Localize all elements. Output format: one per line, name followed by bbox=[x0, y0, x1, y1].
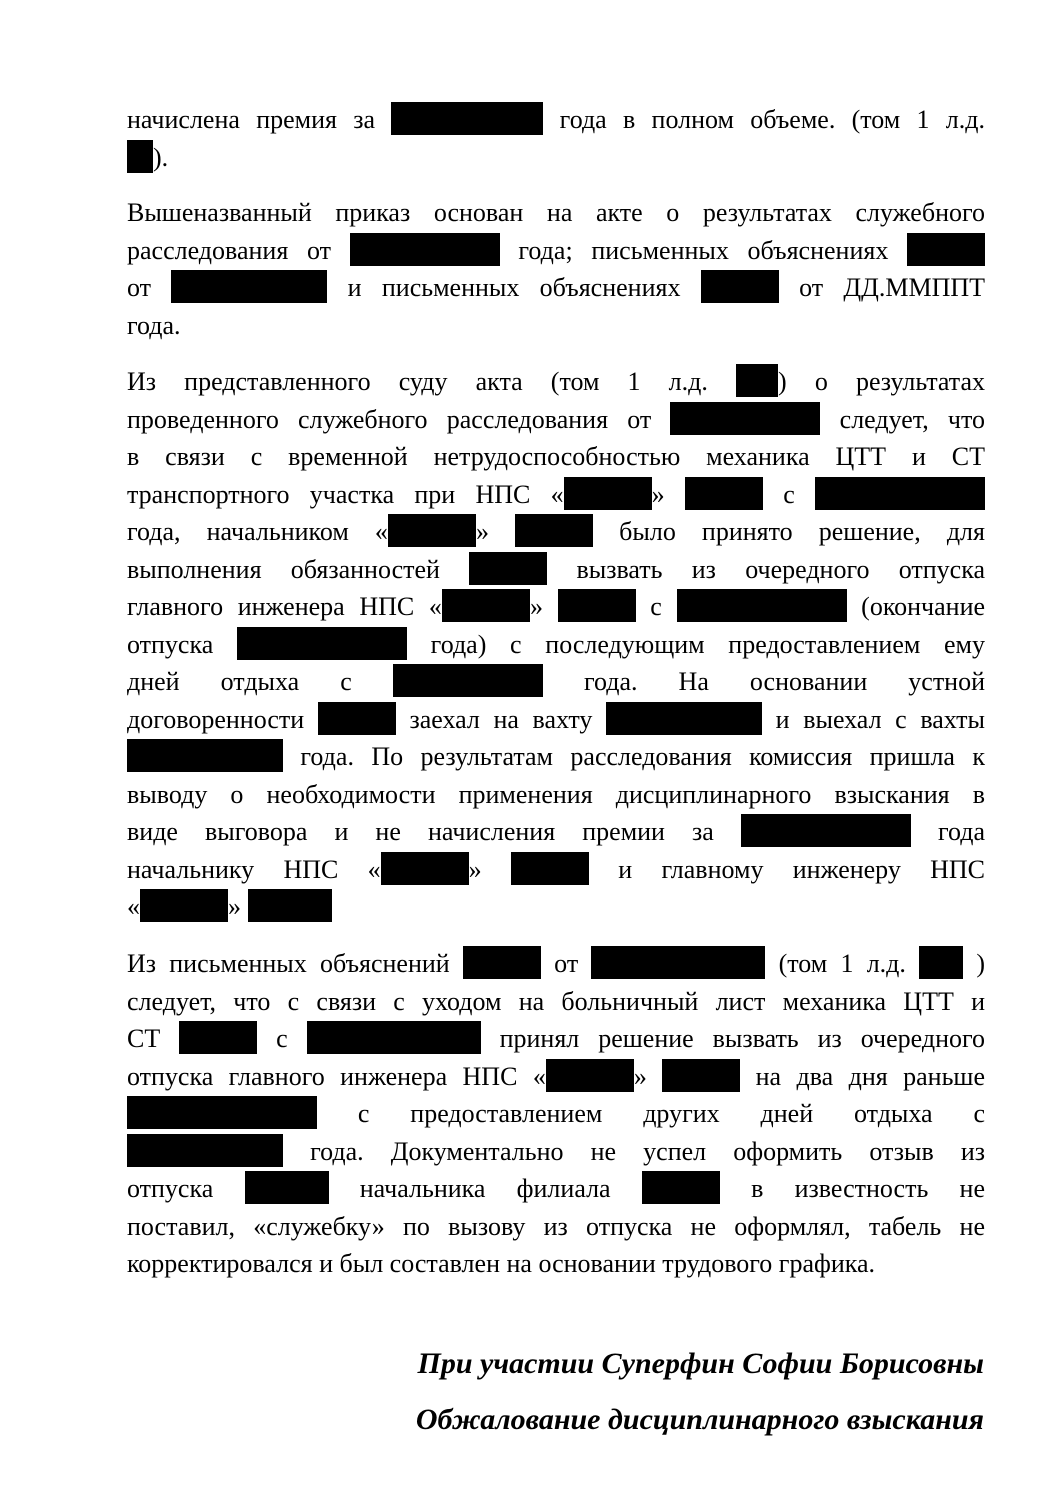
text-line bbox=[127, 588, 985, 626]
text: » bbox=[468, 854, 482, 884]
redaction bbox=[127, 739, 283, 772]
text-line bbox=[127, 551, 985, 589]
text-line bbox=[127, 888, 985, 926]
text: и письменных объяснениях bbox=[347, 273, 681, 302]
text: от bbox=[127, 273, 152, 302]
text-line bbox=[127, 476, 985, 514]
text: поставил, «служебку» по вызову из отпуска не оформлял, табель не bbox=[127, 1211, 985, 1241]
redaction bbox=[381, 852, 469, 885]
text-line bbox=[127, 1058, 985, 1096]
redaction bbox=[388, 514, 476, 547]
text-line bbox=[127, 101, 985, 139]
text-line bbox=[127, 232, 985, 270]
text: » bbox=[228, 892, 241, 921]
text: » bbox=[633, 1061, 647, 1091]
text: (окончание bbox=[861, 592, 986, 621]
text: года; письменных объяснениях bbox=[518, 235, 889, 265]
redaction bbox=[642, 1171, 720, 1204]
text-line bbox=[127, 401, 985, 439]
text-line bbox=[127, 626, 985, 664]
text: было принято решение, для bbox=[619, 517, 985, 546]
text: заехал на вахту bbox=[409, 704, 593, 734]
text-line bbox=[127, 813, 985, 851]
text-line bbox=[127, 1020, 985, 1058]
redaction bbox=[127, 1134, 283, 1167]
text-line bbox=[127, 1170, 985, 1208]
text: года. Документально не успел оформить отзыв из bbox=[310, 1136, 986, 1166]
redaction bbox=[179, 1021, 257, 1054]
text: следует, что с связи с уходом на больничный лист механика ЦТТ и bbox=[127, 986, 985, 1016]
text: отпуска bbox=[127, 1174, 214, 1203]
text: с предоставлением других дней отдыха с bbox=[357, 1099, 986, 1128]
redaction bbox=[391, 102, 543, 135]
text-line bbox=[127, 438, 985, 476]
text-line bbox=[127, 1245, 985, 1283]
redaction bbox=[442, 589, 530, 622]
text-line bbox=[127, 307, 985, 345]
redaction bbox=[546, 1059, 634, 1092]
redaction bbox=[606, 702, 762, 735]
text: выполнения обязанностей bbox=[127, 554, 440, 584]
text-line bbox=[127, 1095, 985, 1133]
redaction bbox=[662, 1059, 740, 1092]
redaction bbox=[919, 946, 963, 979]
text: года. По результатам расследования комиссия пришла к bbox=[300, 742, 986, 771]
paragraph-3 bbox=[127, 363, 985, 926]
text: на два дня раньше bbox=[755, 1061, 985, 1091]
redaction bbox=[907, 233, 985, 266]
text: отпуска главного инженера НПС « bbox=[127, 1061, 546, 1091]
paragraph-2 bbox=[127, 194, 985, 344]
text: корректировался и был составлен на основании трудового графика. bbox=[127, 1249, 876, 1278]
text: » bbox=[475, 517, 489, 546]
text: (том 1 л.д. bbox=[778, 949, 906, 978]
redaction bbox=[248, 889, 332, 922]
text: начальнику НПС « bbox=[127, 854, 381, 884]
text: проведенного служебного расследования от bbox=[127, 404, 652, 434]
text: принял решение вызвать из очередного bbox=[499, 1024, 986, 1053]
text: с bbox=[783, 479, 795, 509]
text: следует, что bbox=[839, 404, 985, 434]
redaction bbox=[558, 589, 636, 622]
text: ). bbox=[153, 142, 169, 172]
paragraph-4 bbox=[127, 945, 985, 1283]
text: транспортного участка при НПС « bbox=[127, 479, 564, 509]
text: договоренности bbox=[127, 704, 305, 734]
redaction bbox=[741, 814, 911, 847]
redaction bbox=[171, 270, 327, 303]
text-line bbox=[127, 1208, 985, 1246]
text: » bbox=[651, 479, 665, 509]
participant-line: При участии Суперфин Софии Борисовны bbox=[417, 1347, 984, 1380]
redaction bbox=[307, 1021, 481, 1054]
text: года) с последующим предоставлением ему bbox=[430, 629, 986, 659]
text-line bbox=[127, 363, 985, 401]
redaction bbox=[237, 627, 407, 660]
redaction bbox=[591, 946, 765, 979]
redaction bbox=[736, 364, 778, 397]
redaction bbox=[670, 402, 820, 435]
text: ) bbox=[976, 949, 986, 978]
text: от ДД.ММППТ bbox=[799, 273, 986, 302]
text: с bbox=[650, 592, 662, 621]
text: » bbox=[529, 592, 543, 621]
text-line bbox=[127, 269, 985, 307]
text: ) о результатах bbox=[778, 367, 985, 396]
text: Вышеназванный приказ основан на акте о результатах служебного bbox=[127, 198, 985, 227]
text-line bbox=[127, 983, 985, 1021]
text-line bbox=[127, 738, 985, 776]
text-line bbox=[127, 194, 985, 232]
text: от bbox=[554, 949, 579, 978]
text-line bbox=[127, 139, 985, 177]
text-line bbox=[127, 776, 985, 814]
text: Из представленного суду акта (том 1 л.д. bbox=[127, 367, 708, 396]
redaction bbox=[127, 140, 153, 173]
redaction bbox=[350, 233, 500, 266]
redaction bbox=[815, 477, 985, 510]
redaction bbox=[463, 946, 541, 979]
redaction bbox=[685, 477, 763, 510]
text: виде выговора и не начисления премии за bbox=[127, 817, 714, 846]
text: « bbox=[127, 892, 140, 921]
text: СТ bbox=[127, 1024, 161, 1053]
text-line bbox=[127, 851, 985, 889]
text: Из письменных объяснений bbox=[127, 949, 450, 978]
redaction bbox=[140, 889, 228, 922]
text-line bbox=[127, 1133, 985, 1171]
text-line bbox=[127, 663, 985, 701]
text-line bbox=[127, 701, 985, 739]
redaction bbox=[511, 852, 589, 885]
text: главного инженера НПС « bbox=[127, 592, 442, 621]
topic-line: Обжалование дисциплинарного взыскания bbox=[415, 1403, 984, 1436]
text: года в полном объеме. (том 1 л.д. bbox=[559, 105, 986, 134]
text: и выехал с вахты bbox=[775, 704, 985, 734]
redaction bbox=[564, 477, 652, 510]
text: года. bbox=[127, 310, 181, 340]
text: с bbox=[276, 1024, 288, 1053]
text: в связи с временной нетрудоспособностью механика ЦТТ и СТ bbox=[127, 442, 985, 471]
text: года. На основании устной bbox=[583, 667, 986, 696]
redaction bbox=[393, 664, 543, 697]
paragraph-1 bbox=[127, 101, 985, 176]
redaction bbox=[245, 1171, 329, 1204]
text: начислена премия за bbox=[127, 105, 376, 134]
text: года bbox=[937, 817, 986, 846]
text: дней отдыха с bbox=[127, 667, 352, 696]
text-line bbox=[127, 513, 985, 551]
text: и главному инженеру НПС bbox=[618, 854, 986, 884]
text: начальника филиала bbox=[359, 1174, 611, 1203]
redaction bbox=[677, 589, 847, 622]
redaction bbox=[701, 270, 779, 303]
text: вызвать из очередного отпуска bbox=[576, 554, 985, 584]
text: отпуска bbox=[127, 629, 214, 659]
redaction bbox=[127, 1096, 317, 1129]
text: расследования от bbox=[127, 235, 331, 265]
redaction bbox=[318, 702, 396, 735]
text-line bbox=[127, 945, 985, 983]
text: года, начальником « bbox=[127, 517, 388, 546]
redaction bbox=[469, 552, 547, 585]
redaction bbox=[515, 514, 593, 547]
text: в известность не bbox=[751, 1174, 985, 1203]
text: выводу о необходимости применения дисциплинарного взыскания в bbox=[127, 779, 985, 809]
